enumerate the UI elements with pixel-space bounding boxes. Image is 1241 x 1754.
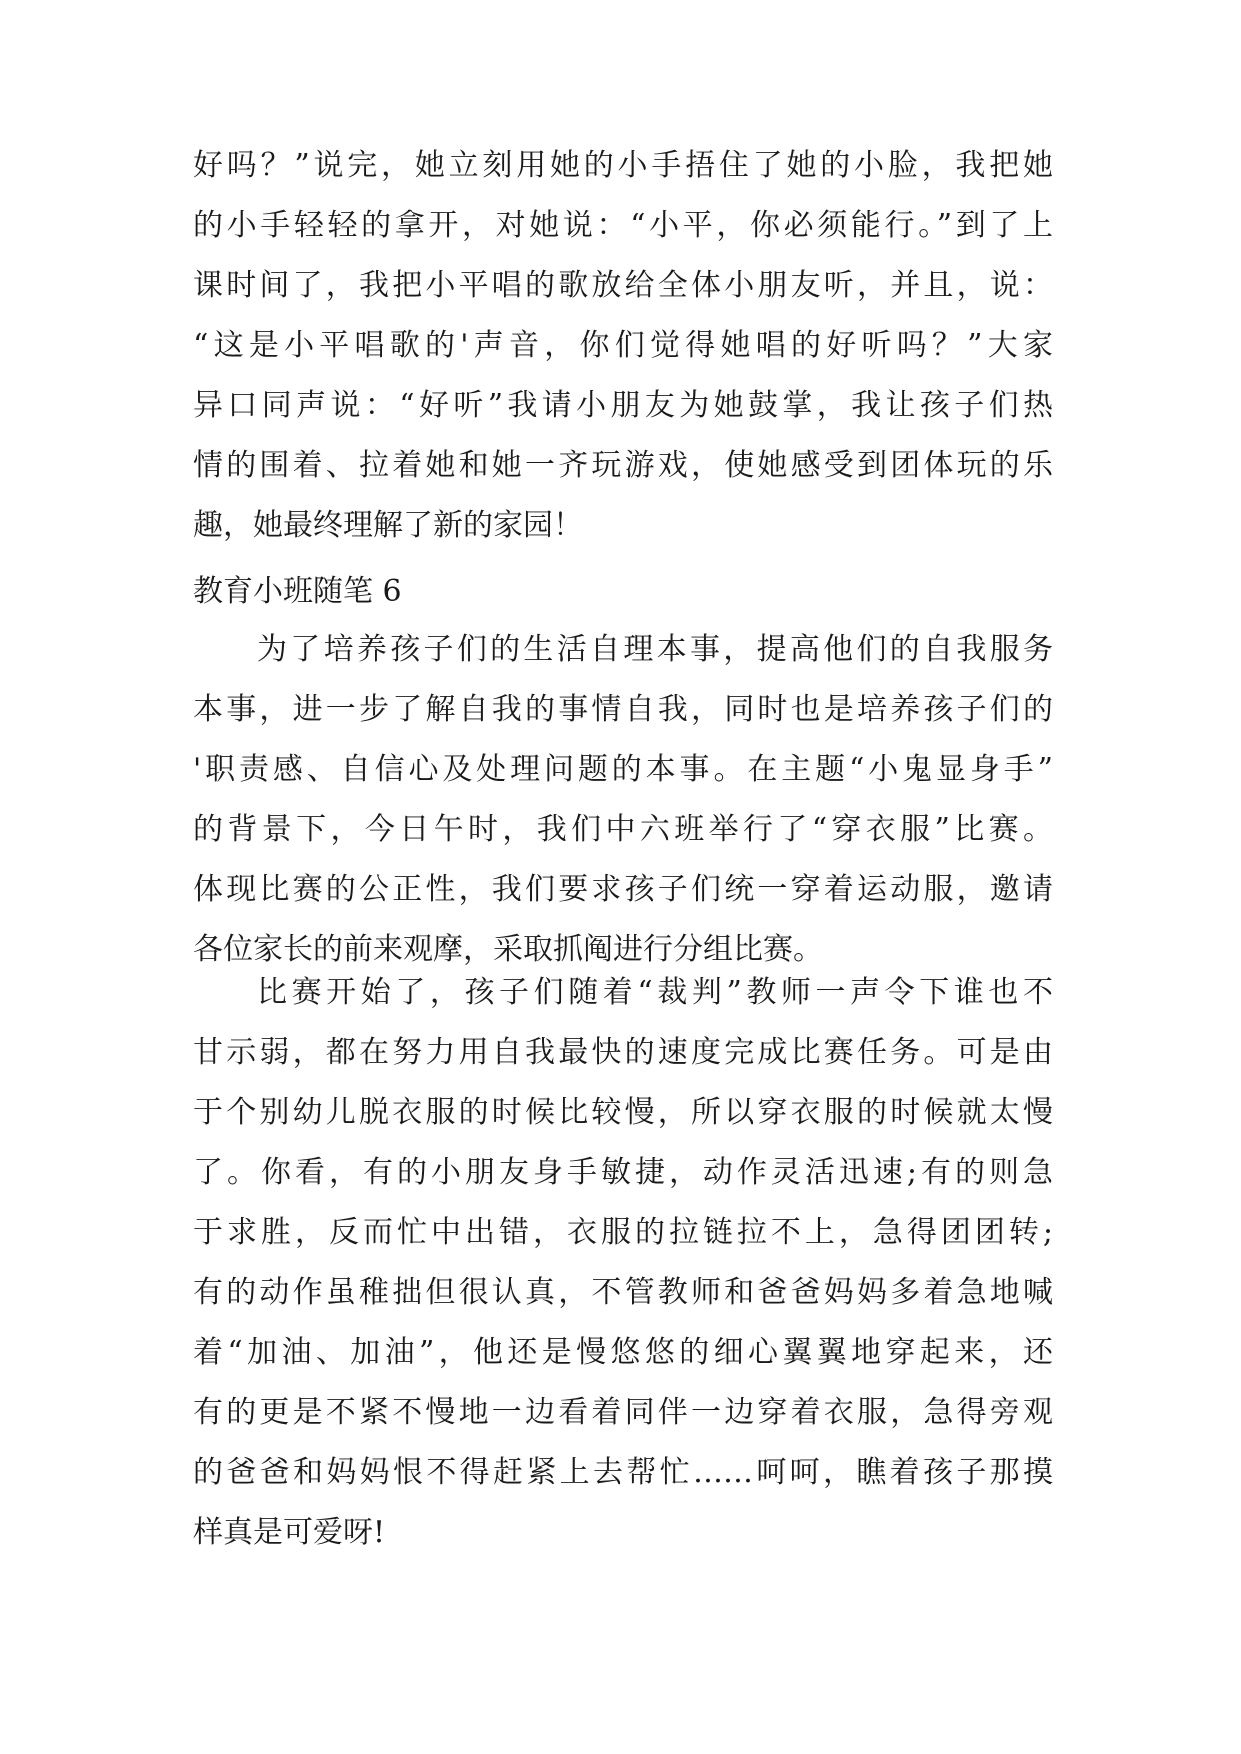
paragraph-3: [193, 963, 1053, 1563]
paragraph-line: 的爸爸和妈妈恨不得赶紧上去帮忙……呵呵，瞧着孩子那摸: [193, 1455, 1053, 1490]
paragraph-line: 为了培养孩子们的生活自理本事，提高他们的自我服务: [257, 632, 1053, 667]
paragraph-line: 有的更是不紧不慢地一边看着同伴一边穿着衣服，急得旁观: [193, 1395, 1053, 1430]
paragraph-line: 各位家长的前来观摩，采取抓阄进行分组比赛。: [193, 932, 823, 967]
paragraph-line: 着“加油、加油”，他还是慢悠悠的细心翼翼地穿起来，还: [193, 1335, 1053, 1370]
paragraph-line: 了。你看，有的小朋友身手敏捷，动作灵活迅速;有的则急: [193, 1155, 1053, 1190]
paragraph-line: 比赛开始了，孩子们随着“裁判”教师一声令下谁也不: [257, 975, 1053, 1010]
paragraph-line: 体现比赛的公正性，我们要求孩子们统一穿着运动服，邀请: [193, 872, 1053, 907]
paragraph-line: 异口同声说：“好听”我请小朋友为她鼓掌，我让孩子们热: [193, 388, 1053, 423]
paragraph-line: 课时间了，我把小平唱的歌放给全体小朋友听，并且，说：: [193, 268, 1053, 303]
paragraph-line: 有的动作虽稚拙但很认真，不管教师和爸爸妈妈多着急地喊: [193, 1275, 1053, 1310]
paragraph-line: 的背景下，今日午时，我们中六班举行了“穿衣服”比赛。: [193, 812, 1053, 847]
section-title: 教育小班随笔 6: [193, 574, 402, 609]
paragraph-1: [193, 136, 1053, 556]
paragraph-line: 情的围着、拉着她和她一齐玩游戏，使她感受到团体玩的乐: [193, 448, 1053, 483]
paragraph-line: 样真是可爱呀!: [193, 1515, 386, 1550]
paragraph-line: “这是小平唱歌的'声音，你们觉得她唱的好听吗？”大家: [193, 328, 1053, 363]
paragraph-line: 好吗？”说完，她立刻用她的小手捂住了她的小脸，我把她: [193, 148, 1053, 183]
paragraph-line: 于个别幼儿脱衣服的时候比较慢，所以穿衣服的时候就太慢: [193, 1095, 1053, 1130]
paragraph-line: 趣，她最终理解了新的家园！: [193, 508, 583, 543]
paragraph-2: [193, 620, 1053, 980]
paragraph-line: 本事，进一步了解自我的事情自我，同时也是培养孩子们的: [193, 692, 1053, 727]
paragraph-line: 于求胜，反而忙中出错，衣服的拉链拉不上，急得团团转;: [193, 1215, 1053, 1250]
paragraph-line: 甘示弱，都在努力用自我最快的速度完成比赛任务。可是由: [193, 1035, 1053, 1070]
paragraph-line: 的小手轻轻的拿开，对她说：“小平，你必须能行。”到了上: [193, 208, 1053, 243]
paragraph-line: '职责感、自信心及处理问题的本事。在主题“小鬼显身手”: [193, 752, 1053, 787]
